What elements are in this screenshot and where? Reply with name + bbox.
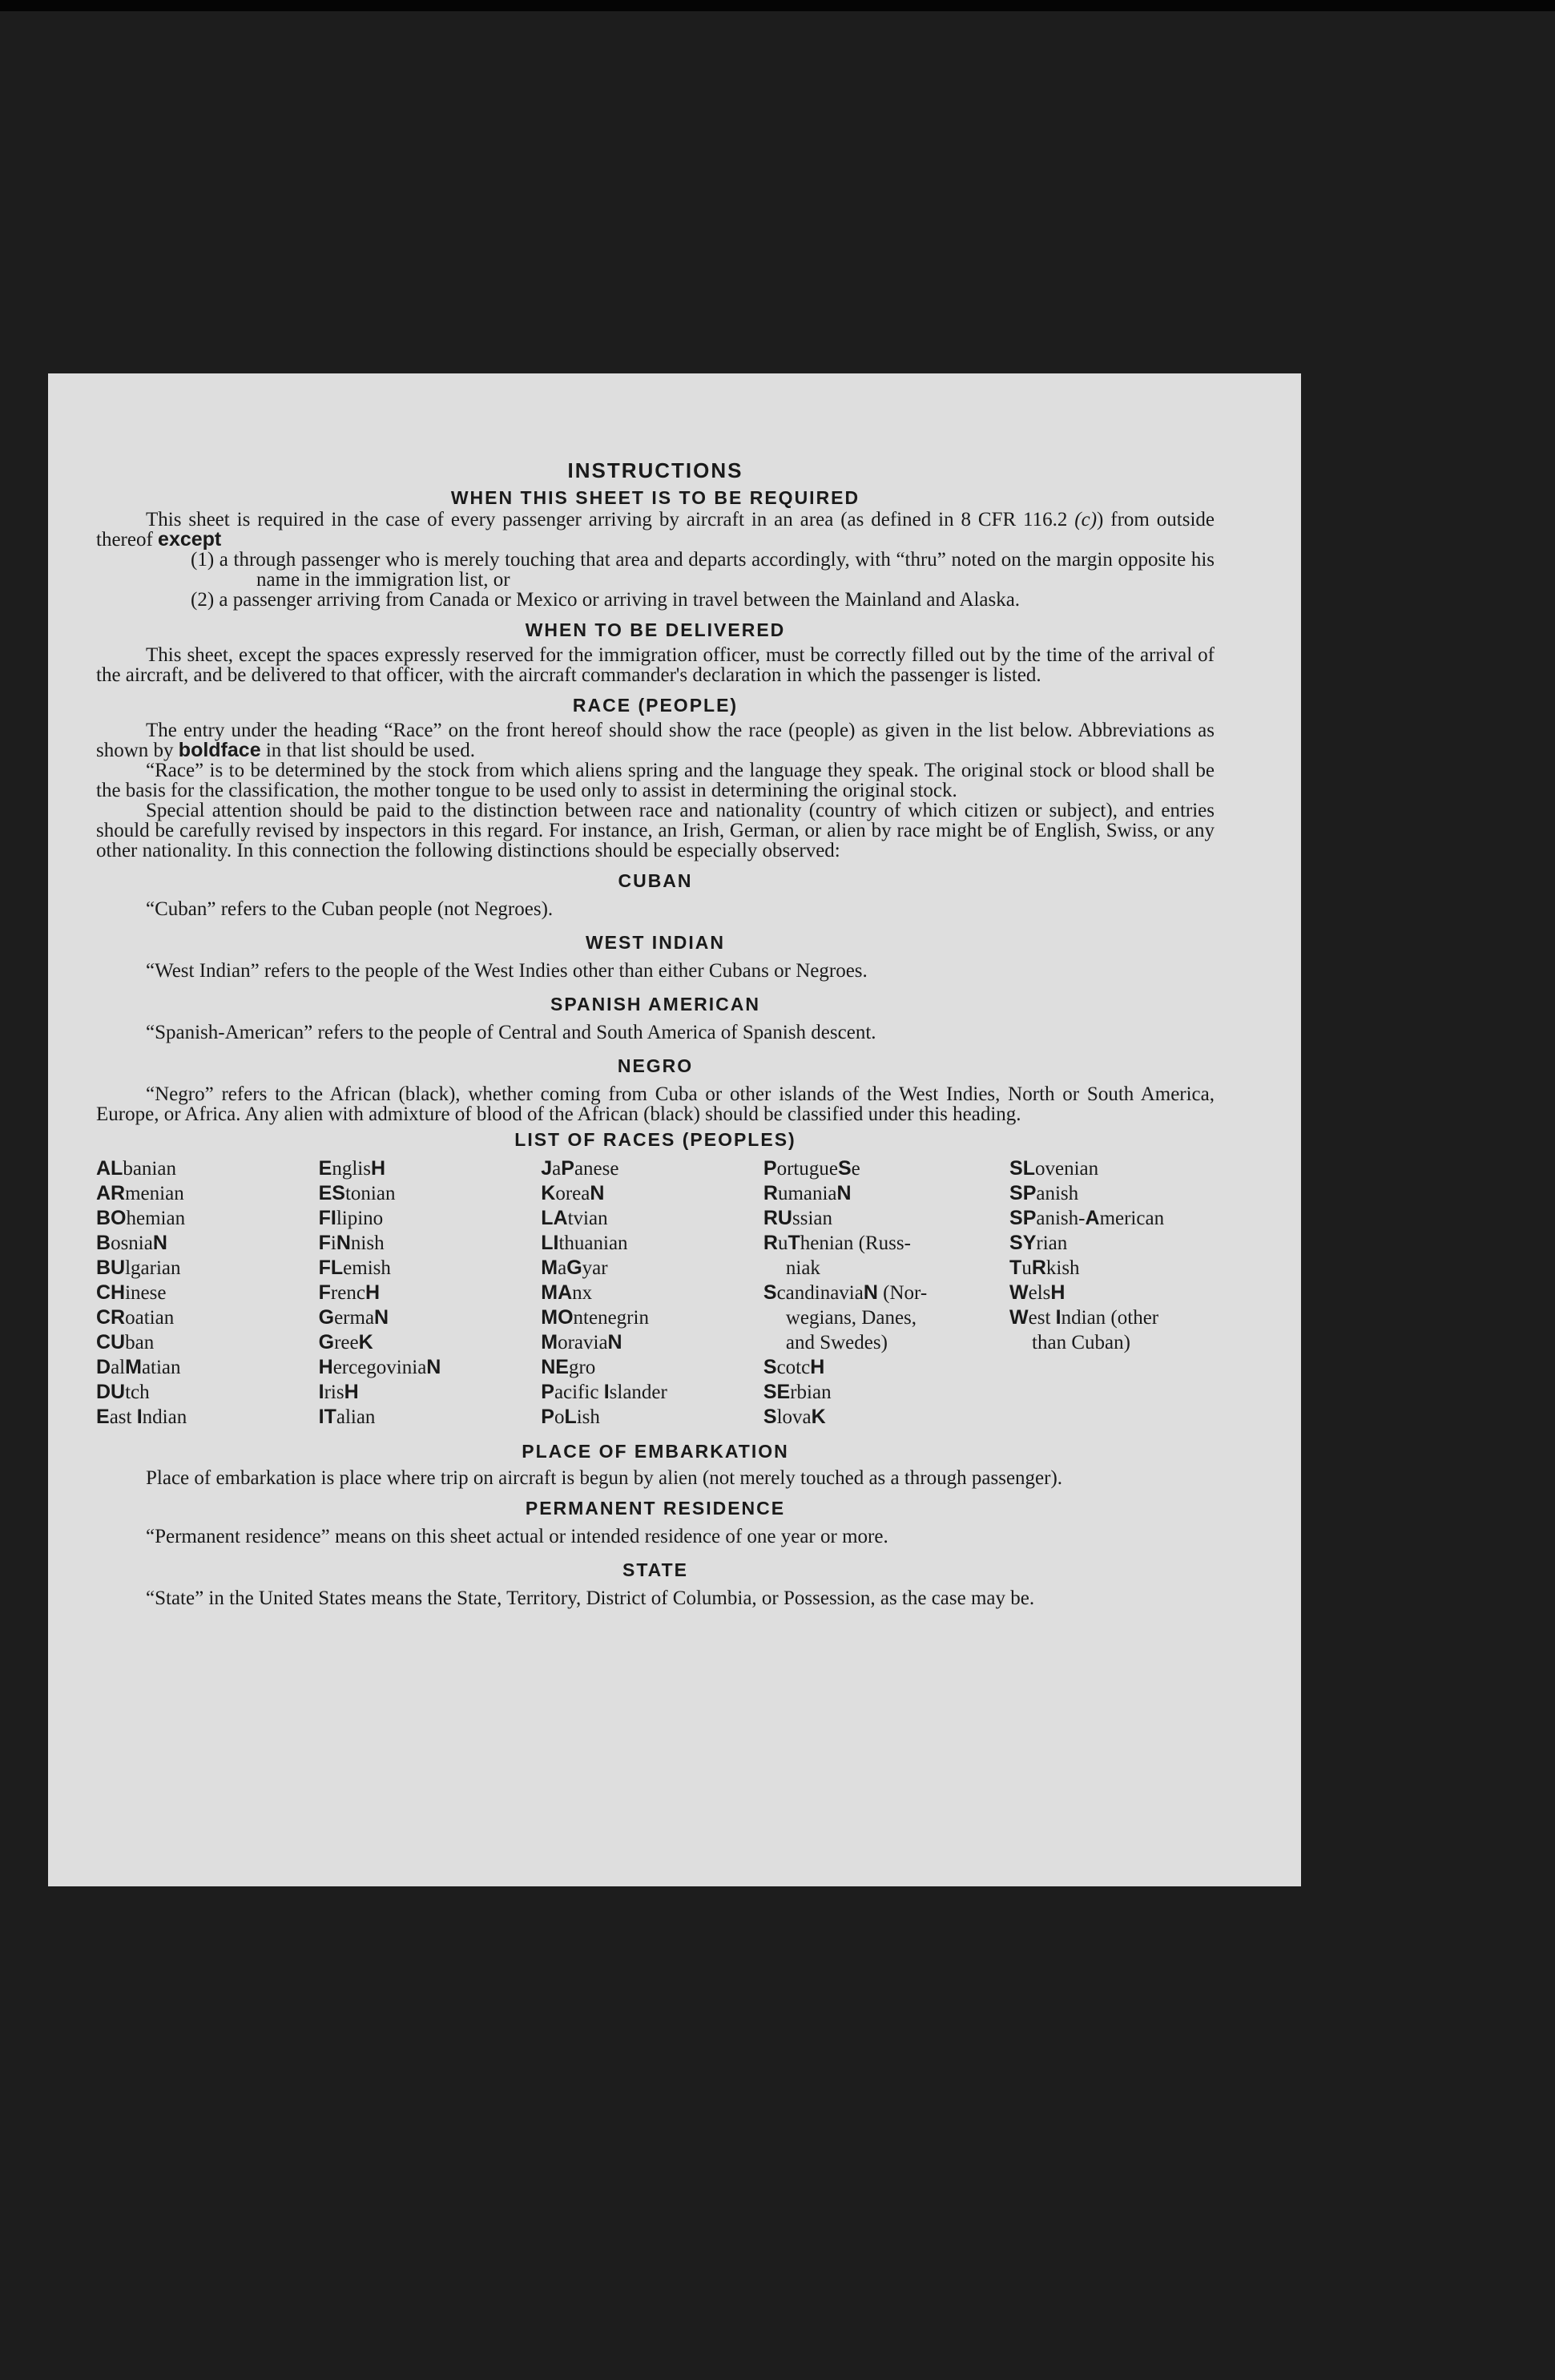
heading-cuban: CUBAN <box>618 870 693 891</box>
race-entry: TuRkish <box>1009 1257 1080 1279</box>
race-entry: EnglisH <box>318 1157 385 1180</box>
race-entry: MaGyar <box>541 1257 608 1279</box>
race-entry: East Indian <box>96 1406 187 1428</box>
race-entry: ARmenian <box>96 1182 184 1204</box>
race-entry: FLemish <box>318 1257 391 1279</box>
heading-embarkation: PLACE OF EMBARKATION <box>522 1441 789 1462</box>
race-entry: RuThenian (Russ- <box>763 1232 911 1254</box>
races-column-2 <box>319 1156 542 1430</box>
race-entry: NEgro <box>541 1356 596 1378</box>
race-paragraph-3: Special attention should be paid to the distinction between race and nationality (country of which citizen or subject), and entries should be carefully revised by inspectors in this regard. For instance, an Irish, German, or alien by race might be of English, Swiss, or any other nationality. In this connection the following distinctions should be especially observed: <box>96 800 1215 861</box>
required-intro: This sheet is required in the case of every passenger arriving by aircraft in an area (as defined in 8 CFR 116.2 (c)) from outside thereof except <box>96 509 1215 551</box>
race-entry: PoLish <box>541 1406 600 1428</box>
race-entry: Pacific Islander <box>541 1381 667 1403</box>
race-entry: MOntenegrin <box>541 1306 649 1329</box>
race-entry: FrencH <box>318 1281 380 1304</box>
race-entry: DUtch <box>96 1381 150 1403</box>
west-indian-text: “West Indian” refers to the people of the West Indies other than either Cubans or Negroes. <box>146 960 868 982</box>
race-entry: SlovaK <box>763 1406 826 1428</box>
race-entry: SLovenian <box>1009 1157 1099 1180</box>
race-entry: LAtvian <box>541 1207 608 1229</box>
race-entry: KoreaN <box>541 1182 605 1204</box>
spanish-american-text: “Spanish-American” refers to the people of Central and South America of Spanish descent. <box>146 1022 876 1043</box>
races-column-1 <box>96 1156 319 1430</box>
heading-negro: NEGRO <box>617 1055 694 1076</box>
required-item-2: (2) a passenger arriving from Canada or Mexico or arriving in travel between the Mainland and Alaska. <box>191 589 1021 611</box>
heading-races-list: LIST OF RACES (PEOPLES) <box>514 1129 796 1150</box>
races-column-3 <box>541 1156 763 1430</box>
instructions-sheet <box>48 373 1301 1886</box>
residence-text: “Permanent residence” means on this sheet actual or intended residence of one year or more. <box>146 1526 888 1547</box>
cuban-text: “Cuban” refers to the Cuban people (not Negroes). <box>146 898 554 920</box>
scanner-top-edge <box>0 0 1555 11</box>
negro-text: “Negro” refers to the African (black), whether coming from Cuba or other islands of the West Indies, North or South America, Europe, or Africa. Any alien with admixture of blood of the African (black) should be classified under this heading. <box>96 1083 1215 1125</box>
race-entry: RUssian <box>763 1207 832 1229</box>
race-entry: CHinese <box>96 1281 167 1304</box>
race-entry: LIthuanian <box>541 1232 628 1254</box>
race-entry: FiNnish <box>318 1232 385 1254</box>
race-entry: PortugueSe <box>763 1157 860 1180</box>
race-entry: ScotcH <box>763 1356 825 1378</box>
races-column-5 <box>1009 1156 1215 1430</box>
race-entry: SPanish <box>1009 1182 1079 1204</box>
race-entry: WelsH <box>1009 1281 1066 1304</box>
races-list <box>96 1156 1215 1430</box>
races-column-4 <box>763 1156 1009 1430</box>
race-entry: BOhemian <box>96 1207 186 1229</box>
heading-race: RACE (PEOPLE) <box>572 695 739 716</box>
required-item-1: (1) a through passenger who is merely touching that area and departs accordingly, with “thru” noted on the margin opposite his name in the immigration list, or <box>191 549 1215 591</box>
state-text: “State” in the United States means the State, Territory, District of Columbia, or Possession, as the case may be. <box>146 1587 1035 1609</box>
race-entry: niak <box>785 1257 820 1279</box>
race-entry: MoraviaN <box>541 1331 622 1353</box>
race-entry: RumaniaN <box>763 1182 852 1204</box>
race-paragraph-1: The entry under the heading “Race” on the front hereof should show the race (people) as given in the list below. Abbreviations as shown by boldface in that list should be used. <box>96 720 1215 761</box>
race-entry: JaPanese <box>541 1157 619 1180</box>
race-entry: and Swedes) <box>785 1332 888 1353</box>
race-entry: SYrian <box>1009 1232 1068 1254</box>
race-entry: ScandinaviaN (Nor- <box>763 1281 928 1304</box>
heading-state: STATE <box>622 1559 688 1580</box>
race-paragraph-2: “Race” is to be determined by the stock from which aliens spring and the language they speak. The original stock or blood shall be the basis for the classification, the mother tongue to be used only to assist in determining the original stock. <box>96 760 1215 801</box>
race-entry: DalMatian <box>96 1356 181 1378</box>
race-entry: GreeK <box>318 1331 373 1353</box>
race-entry: HercegoviniaN <box>318 1356 441 1378</box>
race-entry: IrisH <box>318 1381 359 1403</box>
race-entry: CUban <box>96 1331 155 1353</box>
race-entry: MAnx <box>541 1281 593 1304</box>
race-entry: BUlgarian <box>96 1257 181 1279</box>
race-entry: BosniaN <box>96 1232 167 1254</box>
heading-required: WHEN THIS SHEET IS TO BE REQUIRED <box>450 487 860 508</box>
race-entry: FIlipino <box>318 1207 384 1229</box>
heading-west-indian: WEST INDIAN <box>585 932 726 953</box>
race-entry: West Indian (other <box>1009 1306 1159 1329</box>
race-entry: than Cuban) <box>1032 1332 1130 1353</box>
race-entry: GermaN <box>318 1306 389 1329</box>
instructions-title: INSTRUCTIONS <box>567 458 743 482</box>
race-entry: CRoatian <box>96 1306 175 1329</box>
race-entry: SPanish-American <box>1009 1207 1165 1229</box>
race-entry: SErbian <box>763 1381 832 1403</box>
heading-spanish-american: SPANISH AMERICAN <box>550 994 760 1015</box>
race-entry: ALbanian <box>96 1157 176 1180</box>
race-entry: wegians, Danes, <box>785 1307 917 1329</box>
race-entry: EStonian <box>318 1182 396 1204</box>
delivered-text: This sheet, except the spaces expressly reserved for the immigration officer, must be correctly filled out by the time of the arrival of the aircraft, and be delivered to that officer, with the aircraft commander's declaration in which the passenger is listed. <box>96 644 1215 686</box>
heading-delivered: WHEN TO BE DELIVERED <box>525 619 786 640</box>
race-entry: ITalian <box>318 1406 376 1428</box>
embarkation-text: Place of embarkation is place where trip on aircraft is begun by alien (not merely touched as a through passenger). <box>146 1467 1063 1489</box>
heading-residence: PERMANENT RESIDENCE <box>525 1498 786 1519</box>
